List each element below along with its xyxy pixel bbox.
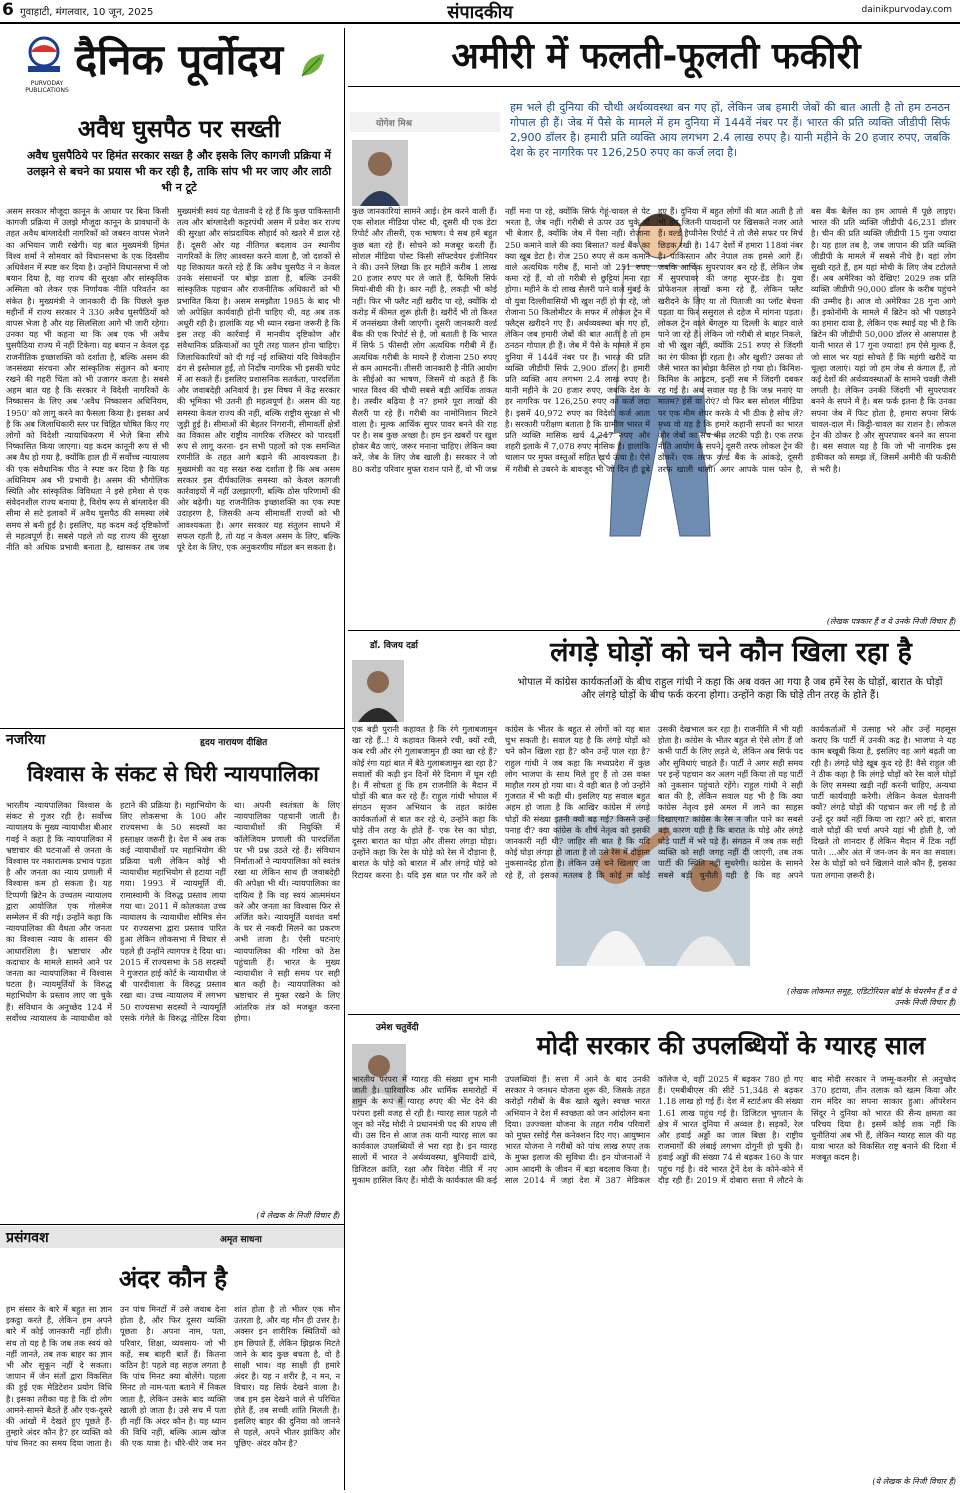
author-byline: हृदय नारायण दीक्षित — [200, 738, 268, 748]
byline-band — [350, 112, 500, 132]
vijay-article-deck: भोपाल में कांग्रेस कार्यकर्ताओं के बीच राहुल गांधी ने कहा कि अब वक्त आ गया है जब हमें रेस के घोड़ों, बारात के घोड़ों और लंगड़े घोड़ों के बीच फर्क करना होगा। उन्होंने कहा कि घोड़े तीन तरह के होते हैं। — [517, 677, 943, 701]
column-divider — [344, 28, 345, 1490]
umesh-article-body: भारतीय परंपरा में ग्यारह की संख्या शुभ मानी जाती है। पारिवारिक और धार्मिक समारोहों में शगुन के रूप में ग्यारह रुपए की भेंट देने की परंपरा इसी वजह से रही है। ग्यारह साल पहले नौ जून को नरेंद्र मोदी ने प्रधानमंत्री पद की शपथ ली थी। उस दिन से आज तक यानी ग्यारह साल का कार्यकाल उपलब्धियों से भरा रहा है। इन ग्यारह सालों में भारत ने अर्थव्यवस्था, बुनियादी ढांचे, डिजिटल क्रांति, रक्षा और विदेश नीति में नए मुकाम हासिल किए हैं। मोदी के कार्यकाल की कई उपलब्धियां हैं। सत्ता में आने के बाद उनकी सरकार ने जनधन योजना शुरू की, जिसके तहत करोड़ों गरीबों के बैंक खाते खुले। स्वच्छ भारत अभियान ने देश में स्वच्छता को जन आंदोलन बना दिया। उज्ज्वला योजना के तहत गरीब परिवारों को मुफ्त रसोई गैस कनेक्शन दिए गए। आयुष्मान भारत योजना ने गरीबों को पांच लाख रुपए तक के मुफ्त इलाज की सुविधा दी। इन योजनाओं ने आम आदमी के जीवन में बड़ा बदलाव किया है। साल 2014 में जहां देश में 387 मेडिकल कॉलेज थे, वहीं 2025 में बढ़कर 780 हो गए हैं। एमबीबीएस की सीटें 51,348 से बढ़कर 1.18 लाख हो गई हैं। देश में स्टार्टअप की संख्या 1.61 लाख पहुंच गई है। डिजिटल भुगतान के क्षेत्र में भारत दुनिया में अव्वल है। सड़कों, रेल और हवाई अड्डों का जाल बिछा है। राष्ट्रीय राजमार्गों की लंबाई लगभग दोगुनी हो चुकी है। हवाई अड्डों की संख्या 74 से बढ़कर 160 के पार पहुंच गई है। वंदे भारत ट्रेनें देश के कोने-कोने में दौड़ रही हैं। 2019 में दोबारा सत्ता में लौटने के बाद मोदी सरकार ने जम्मू-कश्मीर से अनुच्छेद 370 हटाया, तीन तलाक को खत्म किया और राम मंदिर का सपना साकार हुआ। ऑपरेशन सिंदूर ने दुनिया को भारत की सैन्य क्षमता का परिचय दिया है। इसमें कोई शक नहीं कि चुनौतियां अब भी हैं, लेकिन ग्यारह साल की यह यात्रा भारत को विकसित राष्ट्र बनाने की दिशा में मजबूत कदम है। — [352, 1074, 956, 1185]
section-label-prasangvash: प्रसंगवश — [6, 1230, 49, 1246]
dateline: गुवाहाटी, मंगलवार, 10 जून, 2025 — [20, 7, 154, 18]
author-photo — [352, 140, 408, 206]
section-rule — [348, 1014, 960, 1015]
hriday-article-title: विश्वास के संकट से घिरी न्यायपालिका — [27, 762, 319, 786]
logo-caption: PURVODAY PUBLICATIONS — [25, 80, 69, 94]
amrit-article-title: अंदर कौन है — [118, 1265, 228, 1293]
umesh-article-title: मोदी सरकार की उपलब्धियों के ग्यारह साल — [536, 1031, 926, 1060]
editorial-deck: अवैध घुसपैठिये पर हिमंत सरकार सख्त है और इसके लिए कागजी प्रक्रिया में उलझने से बचने का प्रयास भी कर रही है, ताकि सांप भी मर जाए और लाठी भी न टूटे — [26, 149, 332, 194]
vijay-article-title: लंगड़े घोड़ों को चने कौन खिला रहा है — [550, 637, 912, 668]
author-photo — [352, 660, 404, 722]
author-note: (ये लेखक के निजी विचार हैं) — [872, 1477, 956, 1486]
section-title: संपादकीय — [447, 2, 513, 23]
section-rule — [0, 1224, 344, 1225]
lead-article-deck: हम भले ही दुनिया की चौथी अर्थव्यवस्था बन गए हों, लेकिन जब हमारी जेबों की बात आती है तो हम ठनठन गोपाल ही हैं। जेब में पैसे के मामले में हम दुनिया में 144वें नंबर पर हैं। भारत की प्रति व्यक्ति जीडीपी सिर्फ 2,900 डॉलर है। हमारी प्रति व्यक्ति आय लगभग 2.4 लाख रुपए है। यानी महीने के 20 हजार रुपए, जबकि देश के हर नागरिक पर 126,250 रुपए का कर्ज लदा है। — [510, 101, 950, 159]
lead-article-body: कुछ जानकारियां सामने आई। हेम करने वाली हैं। एक सोशल मीडिया पोस्ट थी, दूसरी थी एक डेटा रिपोर्ट और तीसरी, एक भाषण। ये सब हमें बहुत कुछ बता रहे हैं। सोचने को मजबूर करती हैं। सोशल मीडिया पोस्ट किसी सॉफ्टवेयर इंजीनियर ने की। उनने लिखा कि हर महीने करीब 1 लाख 20 हजार रुपए घर ले जाते हैं, फैमिली सिर्फ मियां-बीवी की है। कार नहीं है, लकड़ी भी कोई नहीं। फिर भी फ्लैट नहीं खरीद पा रहे, क्योंकि दो करोड़ में कीमत शुरू होती है। खरीदें भी तो किश्त में जनसंख्या जैसी जाएगी। दूसरी जानकारी वर्ल्ड बैंक की एक रिपोर्ट से है, जो बताती है कि भारत में सिर्फ 5 फीसदी लोग अत्यधिक गरीबी में हैं। अत्यधिक गरीबी के मायने हैं रोजाना 250 रुपए से कम आमदनी। तीसरी जानकारी है नीति आयोग के सीईओ का भाषण, जिसमें वो कहते हैं कि भारत विश्व की चौथी सबसे बड़ी आर्थिक ताकत है। तस्वीर बढ़िया है न? हमारे पूरा लाखों की सैलरी पा रहे हैं। गरीबी का नामोनिशान मिटने वाला है। मुल्क आर्थिक सुपर पावर बनने की राह पर है। सब कुछ अच्छा है। हम इन खबरों पर खुश होकर बैठ जाएं, जरूर मनाना चाहिए। लेकिन क्या करें, जेब के लिए जेब खाली है। सरकार ने जो 80 करोड़ परिवार मुफ्त राशन पाने हैं, वो भी जश्न नहीं मना पा रहे, क्योंकि सिर्फ गेहूं-चावल से पेट भरता है, जेब नहीं। गरीबी से ऊपर उठ चुके वो भी बेजार हैं, क्योंकि जेब में पैसा नहीं। रोजाना 250 कमाने वाले की क्या बिसात? वर्ल्ड बैंक का क्या खूब डेटा है। रोज 250 रुपए से कम कमाने वाले अत्यधिक गरीब हैं, मानो जो 251 रुपए कमा रहे हैं, वो तो गरीबी से छुट्टियां मना रहा होगा। महीने के दो लाख सैलरी पाने वाले मुंबई के वो युवा दिल्लीवासियों भी खुश नहीं हो पा रहे, जो रोजाना 50 किलोमीटर के सफर में लोकल ट्रेन में फ्लैट्स खरीदने गए हैं। अर्थव्यवस्था बन गए हों, लेकिन जब हमारी जेबों की बात आती है तो हम ठनठन गोपाल ही हैं। जेब में पैसे के मामले में हम दुनिया में 144वें नंबर पर हैं। भारत की प्रति व्यक्ति जीडीपी सिर्फ 2,900 डॉलर है। हमारी प्रति व्यक्ति आय लगभग 2.4 लाख रुपए है। यानी महीने के 20 हजार रुपए, जबकि देश के हर नागरिक पर 126,250 रुपए का कर्ज लदा है। इसमें 40,972 रुपए का विदेशी कर्ज आता है। सरकारी परीक्षण बताता है कि ग्रामीण भारत में प्रति व्यक्ति मासिक खर्च 4,247 रुपए और शहरी इलाके में 7,078 रुपए मासिक है। हालांकि चालान पर मुफ्त वस्तुओं सहित खर्च ऊंचा है। ऐसे में गरीबी से उबरने के बावजूद भी जो दिन ही डूबे हुए हैं। दुनिया में बहुत लोगों की बात आती है तो भी हम जितनी पायदानों पर खिसकते नजर आते हैं। वर्ल्ड हैप्पीनेस रिपोर्ट ने तो जैसे सफर पर मिर्च छिड़क रखी है। 147 देशों में हमारा 118वां नंबर है। पाकिस्तान और नेपाल तक हमसे आगे हैं। जबकि आर्थिक सुपरपावर बन रहे हैं, लेकिन जेब में सुपरपावर की जगह सूपर-डेड है। युवा प्रोफेशनल लाखों कमा रहे हैं, लेकिन फ्लैट खरीदने के लिए या तो पिताजी का प्लॉट बेचना पड़ता या फिर ससुराल से दहेज में मांगना पड़ता। लोकल ट्रेन वाले बेंगलुरु या दिल्ली के बाहर वाले पाने जा रहे हैं। लेकिन जो गरीबी से बाहर निकले, वो भी खुश नहीं, क्योंकि 251 रुपए से जिंदगी का रंग फीका ही रहता है। और खुशी? उसका तो जैसे भारत का बोझा कैसिल हो गया हो। किमिश-किमिश के आइटम, इन्हीं सब में जिंदगी दबकर रह गई है। अब सवाल यह है कि जश्न मनाएं या मातम? हंसें या रोएं? वो फिर बस सोशल मीडिया पर एक मीम शेयर करके ये भी ठीक है सोच लें? मध्य वो यह है कि हमारे कहानी सपनों का भारत और जेबों का सच बीच लटकी पड़ी है। एक तरफ नीति आयोग के सपने, दूसरी तरफ लोकल ट्रेन की ठोकरें। एक तरफ वर्ल्ड बैंक के आंकड़े, दूसरी तरफ खाली थाली। अगर आपके पास फोन है, बस बैंक बैलेंस का हम आपसे मैं पूछे लाइए। भारत की प्रति व्यक्ति जीडीपी 46,231 डॉलर है। चीन की प्रति व्यक्ति जीडीपी 15 गुना ज्यादा है। यह हाल तब है, जब जापान की प्रति व्यक्ति जीडीपी के मामले में सबसे नीचे है। वहां लोग सुखी रहते हैं, हम यहां मोची के लिए जेब टटोलते हैं। अब अमेरिका को देखिए! 2029 तक प्रति व्यक्ति जीडीपी 90,000 डॉलर के करीब पहुंचने की उम्मीद है। आज वो अमेरिका 28 गुना आगे हैं। इकोनॉमी के मामले में ब्रिटेन को भी पछाड़ने का हमारा दावा है, लेकिन एक स्थाई यह भी है कि ब्रिटेन की जीडीपी 50,000 डॉलर से आसपास है यानी भारत से 17 गुना ज्यादा! हम ऐसे मुल्क हैं, जो साल भर यहां सोचते हैं कि महंगी खरीदें या चूल्हा जलाएं। यहां जो हम जेब से कंगाल हैं, तो कई देशों की अर्थव्यवस्थाओं के सामने चवन्नी जैसी लगती है। लेकिन उनकी जिंदगी भी सुपरपावर बनने के सपने में है। बस फर्क इतना है कि उनका सपना जेब में फिट होता है, हमारा सपना सिर्फ चावल-दाल में। किट्ठी-चावल का राशन है। लोकल ट्रेन की ठोकर है और सुपरपावर बनने का सपना है। बस सवाल यह है कि जो भी नागरिक इस हकीकत को समझ लें, जिसमें अमीरी की फकीरी से भरी है। — [352, 206, 956, 474]
page-header — [0, 0, 960, 24]
lead-article-title: अमीरी में फलती-फूलती फकीरी — [451, 36, 861, 77]
section-rule — [348, 86, 960, 87]
website-link[interactable]: dainikpurvoday.com — [861, 5, 952, 15]
author-byline: डॉ. विजय दर्डा — [370, 641, 418, 651]
section-label-nazariya: नजरिया — [6, 732, 46, 748]
author-note: (ये लेखक के निजी विचार हैं) — [256, 1211, 340, 1220]
author-byline: अमृत साधना — [220, 1235, 262, 1245]
section-rule — [348, 630, 960, 631]
masthead-title: दैनिक पूर्वोदय — [75, 35, 284, 84]
leaf-icon — [298, 50, 328, 80]
author-byline: उमेश चतुर्वेदी — [376, 1023, 419, 1033]
author-note: (लेखक पत्रकार हैं व ये उनके निजी विचार हैं) — [826, 617, 956, 626]
hriday-article-body: भारतीय न्यायपालिका विश्वास के संकट से गुजर रही है। सर्वोच्च न्यायालय के मुख्य न्यायाधीश बीआर गवई ने कहा है कि न्यायपालिका में भ्रष्टाचार की घटनाओं से जनता के विश्वास पर नकारात्मक प्रभाव पड़ता है और जनता का न्याय प्रणाली में विश्वास कम हो सकता है। यह टिप्पणी ब्रिटेन के उच्चतम न्यायालय द्वारा आयोजित एक गोलमेज सम्मेलन में की गई। उन्होंने कहा कि न्यायपालिका की वैधता और जनता का विश्वास न्याय के शासन की आधारशिला है। भ्रष्टाचार और कदाचार के मामले सामने आने पर जनता का न्यायपालिका में विश्वास घटता है। न्यायमूर्तियों के विरुद्ध महाभियोग के प्रस्ताव लाए जा चुके हैं। संविधान के अनुच्छेद 124 में सर्वोच्च न्यायालय के न्यायाधीश को हटाने की प्रक्रिया है। महाभियोग के लिए लोकसभा के 100 और राज्यसभा के 50 सदस्यों का हस्ताक्षर जरूरी है। देश में अब तक कई न्यायाधीशों पर महाभियोग की प्रक्रिया चली लेकिन कोई भी न्यायाधीश महाभियोग से हटाया नहीं गया। 1993 में न्यायमूर्ति वी. रामास्वामी के विरुद्ध प्रस्ताव लाया गया था। 2011 में कोलकाता उच्च न्यायालय के न्यायाधीश सौमित्र सेन पर राज्यसभा द्वारा प्रस्ताव पारित हुआ लेकिन लोकसभा में विचार से पहले ही उन्होंने त्यागपत्र दे दिया था। 2015 में राज्यसभा के 58 सदस्यों ने गुजरात हाई कोर्ट के न्यायाधीश जे बी पारदीवाला के विरुद्ध प्रस्ताव रखा था। उच्च न्यायालय में लगभग 50 राज्यसभा सदस्यों ने न्यायमूर्ति एसके गंगेले के विरुद्ध नोटिस दिया था। अपनी स्वतंत्रता के लिए न्यायपालिका पहचानी जाती है। न्यायाधीशों की नियुक्ति में कॉलेजियम प्रणाली की पारदर्शिता पर भी प्रश्न उठते रहे हैं। संविधान निर्माताओं ने न्यायपालिका को स्वतंत्र रखा था लेकिन साथ ही जवाबदेही की अपेक्षा भी थी। न्यायपालिका का दायित्व है कि वह स्वयं आत्ममंथन करे और जनता का विश्वास फिर से अर्जित करे। न्यायमूर्ति यशवंत वर्मा के घर से नकदी मिलने का प्रकरण अभी ताजा है। ऐसी घटनाएं न्यायपालिका की गरिमा को ठेस पहुंचाती हैं। भारत के मुख्य न्यायाधीश ने सही समय पर सही बात कही है। न्यायपालिका को भ्रष्टाचार से मुक्त रखने के लिए आंतरिक तंत्र को मजबूत करना होगा। — [6, 800, 341, 1023]
vijay-article-body: एक बड़ी पुरानी कहावत है कि रंगे गुलाबजामुन खा रहे हैं..! ये कहावत किसने रची, क्यों रची, कब रची और रंगे गुलाबजामुन ही क्या खा रहे हैं? कोई रंगा यहां बात में बैठे गुलाबजामुन खा रहा है? सवालों की कड़ी इन दिनों मेरे दिमाग में घूम रही है। मैं सोचता हूं कि हम राजनीति के मैदान में घोड़ों की बात कर रहे हैं। राहुल गांधी भोपाल में संगठन सृजन अभियान के तहत कांग्रेस कार्यकर्ताओं से बात कर रहे थे, उन्होंने कहा कि घोड़े तीन तरह के होते हैं- एक रेस का घोड़ा, दूसरा बारात का घोड़ा और तीसरा लंगड़ा घोड़ा। उन्होंने कहा कि रेस के घोड़े को रेस में दौड़ाना है, बारात के घोड़े को बारात में और लंगड़े घोड़े को रिटायर करना है। यदि इस बात पर गौर करें तो कांग्रेस के भीतर के बहुत से लोगों को यह बात चुभ सकती है। सवाल यह है कि लंगड़े घोड़ों को चने कौन खिला रहा है? कौन उन्हें पाल रहा है? राहुल गांधी ने जब कहा कि मध्यप्रदेश में कुछ लोग भाजपा के साथ मिले हुए हैं तो उस वक्त माहौल गरम हो गया था। ये वही बात है जो उन्होंने गुजरात में भी कही थी। इसलिए यह सवाल बहुत अहम हो जाता है कि आखिर कांग्रेस में लंगड़े घोड़ों की संख्या इतनी क्यों बढ़ गई? किसने उन्हें पनाह दी? क्या कांग्रेस के शीर्ष नेतृत्व को इसकी जानकारी नहीं थी? जाहिर सी बात है कि यदि कोई घोड़ा लंगड़ा हो जाता है तो उसे रेस में दौड़ाना नुकसानदेह होता है। लेकिन उसे चने खिलाए जा रहे हैं, तो इसका मतलब है कि कोई ना कोई उसकी देखभाल कर रहा है। राजनीति में भी यही होता है। कांग्रेस के भीतर बहुत से ऐसे लोग हैं जो कभी पार्टी के लिए लड़ते थे, लेकिन अब सिर्फ पद और सुविधाएं चाहते हैं। पार्टी ने अगर सही समय पर इन्हें पहचान कर अलग नहीं किया तो यह पार्टी को नुकसान पहुंचाते रहेंगे। राहुल गांधी ने सही बात की है, लेकिन सवाल यह भी है कि क्या कांग्रेस नेतृत्व इसे अमल में लाने का साहस दिखाएगा? कांग्रेस के रेस न जीत पाने का सबसे बड़ा कारण यही है कि बारात के घोड़े और लंगड़े घोड़े पार्टी में भरे पड़े हैं। संगठन में जब तक सही व्यक्ति को सही जगह नहीं दी जाएगी, तब तक पार्टी की स्थिति नहीं सुधरेगी। कांग्रेस के सामने सबसे बड़ी चुनौती यही है कि वह अपने कार्यकर्ताओं में उत्साह भरे और उन्हें महसूस कराए कि पार्टी में उनकी कद्र है। भाजपा ने यह काम बखूबी किया है, इसलिए वह आगे बढ़ती जा रही है। लंगड़े घोड़े खूब कूद रहे हैं! वैसे राहुल जी ने ठीक कहा है कि लंगड़े घोड़ों को रेस वाले घोड़ों के लिए समस्या खड़ी नहीं करनी चाहिए, अन्यथा पार्टी कार्यवाही करेगी। लेकिन केवल चेतावनी क्यों? लंगड़े घोड़ों की पहचान कर ली गई है तो उन्हें दूर क्यों नहीं किया जा रहा? अरे हां, बारात वाले घोड़ों की चर्चा अपने यहां भी होती है, जो दिखते तो शानदार हैं लेकिन मैदान में टिक नहीं पाते। ...और अंत में जन-जन के मन का सवाल। रेस के घोड़ों को चने खिलाने वाले कौन हैं, इसका पता लगाना ज़रूरी है। — [352, 724, 956, 880]
page-number: 6 — [2, 0, 14, 20]
editorial-body: असम सरकार मौजूदा कानून के आधार पर बिना किसी कागजी प्रक्रिया में उलझे मौजूदा कानून के प्रावधानों के तहत अवैध बांग्लादेशी नागरिकों को जबरन वापस भेजने का अभियान जारी रखेगी। यह बात मुख्यमंत्री हिमंत विश्व शर्मा ने सोमवार को विधानसभा के एक दिवसीय अधिवेशन में स्पष्ट कर दिया है। उन्होंने विधानसभा में जो बयान दिया है, वह राज्य की सुरक्षा और सांस्कृतिक अस्मिता को लेकर एक निर्णायक नीति परिवर्तन का संकेत है। मुख्यमंत्री ने जानकारी दी कि पिछले कुछ महीनों में राज्य सरकार ने 330 अवैध घुसपैठियों को वापस भेजा है और यह सिलसिला आगे भी जारी रहेगा। उनका यह भी कहना था कि अब एक भी अवैध घुसपैठिया राज्य में नहीं टिकेगा। यह बयान न केवल दृढ़ राजनीतिक इच्छाशक्ति को दर्शाता है, बल्कि असम की जनसंख्या संरचना और सांस्कृतिक संतुलन को बनाए रखने की गहरी चिंता को भी उजागर करता है। सबसे अहम बात यह है कि सरकार ने विदेशी नागरिकों के निष्कासन के लिए अब 'अवैध निष्कासन अधिनियम, 1950' को लागू करने का फैसला किया है। इसका अर्थ है कि अब जिलाधिकारी स्तर पर चिह्नित घोषित किए गए लोगों को विदेशी न्यायाधिकरण में भेजे बिना सीधे निष्कासित किया जाएगा। यह कदम कानूनी रूप से भी अब वैध हो गया है, क्योंकि हाल ही में सर्वोच्च न्यायालय की एक संवैधानिक पीठ ने स्पष्ट कर दिया है कि यह अधिनियम अब भी प्रभावी है। असम की भौगोलिक स्थिति और सांस्कृतिक विविधता ने इसे हमेशा से एक संवेदनशील राज्य बनाया है, विशेष रूप से बांग्लादेश की सीमा से सटे इलाकों में अवैध घुसपैठ की समस्या लंबे समय से बनी हुई है। इसलिए, यह कदम कई दृष्टिकोणों से महत्वपूर्ण है। सबसे पहले तो यह राज्य की सुरक्षा नीति को अधिक प्रभावी बनाता है, खासकर तब जब मुख्यमंत्री स्वयं यह चेतावनी दे रहे हैं कि कुछ पाकिस्तानी तत्व और बांग्लादेशी कट्टरपंथी असम में प्रवेश कर राज्य की सुरक्षा और सांप्रदायिक सौहार्द को खतरे में डाल रहे हैं। दूसरी ओर यह नीतिगत बदलाव उन स्थानीय नागरिकों के लिए आश्वस्त करने वाला है, जो दशकों से यह शिकायत करते रहे हैं कि अवैध घुसपैठ ने न केवल उनके संसाधनों पर बोझ डाला है, बल्कि उनकी सांस्कृतिक पहचान और राजनीतिक अधिकारों को भी प्रभावित किया है। असम समझौता 1985 के बाद भी जो अपेक्षित कार्यवाही होनी चाहिए थी, वह अब तक अधूरी रही है। हालांकि यह भी ध्यान रखना जरूरी है कि इस तरह की कार्रवाई में मानवीय दृष्टिकोण और संवैधानिक प्रक्रियाओं का पूरी तरह पालन होना चाहिए। जिलाधिकारियों को दी गई नई शक्तियां यदि विवेकहीन ढंग से इस्तेमाल हुईं, तो निर्दोष नागरिक भी इसकी चपेट में आ सकते हैं। इसलिए प्रशासनिक सतर्कता, पारदर्शिता और जवाबदेही अनिवार्य है। इस विषय में केंद्र सरकार की भूमिका भी उतनी ही महत्वपूर्ण है। असम की यह समस्या केवल राज्य की नहीं, बल्कि राष्ट्रीय सुरक्षा से भी जुड़ी हुई है। सीमाओं की बेहतर निगरानी, सीमावर्ती क्षेत्रों का विकास और राष्ट्रीय नागरिक रजिस्टर को पारदर्शी रूप से लागू करना- इन सभी पहलों को एक समन्वित रणनीति के तहत आगे बढ़ाने की आवश्यकता है। मुख्यमंत्री का यह सख्त रुख दर्शाता है कि अब असम सरकार इस दीर्घकालिक समस्या को केवल कागजी कार्रवाइयों में नहीं उलझाएगी, बल्कि ठोस परिणामों की ओर बढ़ेगी। यह राजनीतिक इच्छाशक्ति का एक स्पष्ट उदाहरण है, जिसकी अन्य सीमावर्ती राज्यों को भी आवश्यकता है। अगर सरकार यह संतुलन साधने में सफल रहती है, तो यह न केवल असम के लिए, बल्कि पूरे देश के लिए, एक अनुकरणीय मॉडल बन सकता है। — [6, 206, 340, 553]
author-note: (लेखक लोकमत समूह, एडिटोरियल बोर्ड के चेयरमैन हैं व ये उनके निजी विचार हैं) — [787, 987, 956, 1007]
amrit-article-body: हम संसार के बारे में बहुत सा ज्ञान इकट्ठा करते हैं, लेकिन हम अपने बारे में कोई जानकारी नहीं होती। सच तो यह है कि जब तक स्वयं को नहीं जानते, तब तक बाहर का ज्ञान भी और सुकून नहीं दे सकता। जापान में जेन संतों द्वारा विकसित की हुई एक मेडिटेशन प्रयोग विधि है। इसका तरीका यह है कि दो लोग आमने-सामने बैठते हैं और एक-दूसरे की आंखों में देखते हुए पूछते हैं- तुम्हारे अंदर कौन है? हर व्यक्ति को पांच मिनट का समय दिया जाता है। उन पांच मिनटों में उसे जवाब देना होता है, और फिर दूसरा व्यक्ति पूछता है। अपना नाम, पता, परिवार, शिक्षा, व्यवसाय- जो भी कहें, सब बाहरी बातें हैं। कितना कठिन है! पहले वह सहज लगता है कि पांच मिनट क्या बोलेंगे। पहला मिनट तो नाम-पता बताने में निकल जाता है, लेकिन उसके बाद व्यक्ति खाली हो जाता है। उसे सच में पता ही नहीं कि अंदर कौन है। यह ध्यान की विधि नहीं, बल्कि आत्म खोज की एक यात्रा है। धीरे-धीरे जब मन शांत होता है तो भीतर एक मौन उतरता है, और वह मौन ही उत्तर है। अक्सर इन शारीरिक स्थितियों को हम छिपाते हैं, लेकिन झिझक मिटते जाने के बाद कुछ बचता है, वो है साक्षी भाव। वह साक्षी ही हमारे अंदर है। यह न शरीर है, न मन, न विचार। यह सिर्फ देखने वाला है। जब हम इस देखने वाले से परिचित होते हैं, तब सच्ची शांति मिलती है। इसलिए बाहर की दुनिया को जानने से पहले, अपने भीतर झांकिए और पूछिए- अंदर कौन है? — [6, 1304, 340, 1449]
section-rule — [0, 728, 344, 729]
editorial-title: अवैध घुसपैठ पर सख्ती — [77, 115, 281, 143]
publication-logo-icon — [20, 34, 68, 80]
